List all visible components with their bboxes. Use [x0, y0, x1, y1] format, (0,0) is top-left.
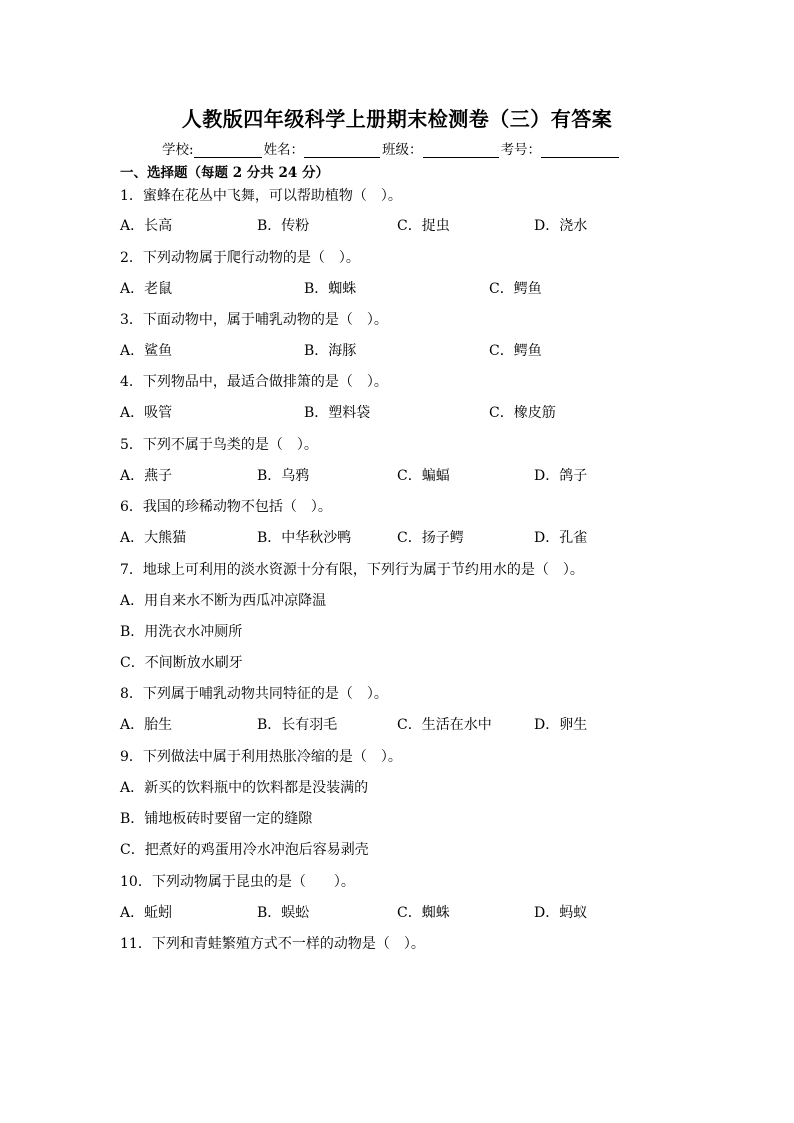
question-stem: 9．下列做法中属于利用热胀冷缩的是（ ）。 [120, 749, 402, 765]
option[interactable]: D．卵生 [534, 717, 588, 733]
question-stem: 4．下列物品中，最适合做排箫的是（ ）。 [120, 374, 388, 390]
options-row [120, 715, 680, 735]
option[interactable]: A．胎生 [120, 717, 173, 733]
class-blank[interactable] [423, 143, 499, 158]
question-stem: 7．地球上可利用的淡水资源十分有限，下列行为属于节约用水的是（ ）。 [120, 562, 584, 578]
school-blank[interactable] [194, 143, 262, 158]
option[interactable]: C．扬子鳄 [397, 530, 464, 546]
option[interactable]: C．不间断放水刷牙 [120, 655, 243, 671]
option[interactable]: D．浇水 [534, 218, 588, 234]
question-stem: 11．下列和青蛙繁殖方式不一样的动物是（ ）。 [120, 936, 425, 952]
options-row [120, 341, 680, 361]
question-stem: 3．下面动物中，属于哺乳动物的是（ ）。 [120, 312, 388, 328]
question-stem: 10．下列动物属于昆虫的是（ ）。 [120, 874, 355, 890]
options-row [120, 403, 680, 423]
exam-no-label: 考号： [500, 142, 542, 158]
option[interactable]: C．把煮好的鸡蛋用冷水冲泡后容易剥壳 [120, 842, 369, 858]
option[interactable]: A．吸管 [120, 405, 173, 421]
option[interactable]: B．乌鸦 [257, 468, 310, 484]
name-blank[interactable] [304, 143, 380, 158]
option[interactable]: B．传粉 [257, 218, 310, 234]
options-row [120, 466, 680, 486]
option[interactable]: C．捉虫 [397, 218, 450, 234]
exam-no-blank[interactable] [541, 143, 619, 158]
option[interactable]: B．长有羽毛 [257, 717, 338, 733]
option[interactable]: A．新买的饮料瓶中的饮料都是没装满的 [120, 780, 369, 796]
option[interactable]: A．燕子 [120, 468, 173, 484]
option[interactable]: C．蜘蛛 [397, 905, 450, 921]
option[interactable]: B．中华秋沙鸭 [257, 530, 352, 546]
option[interactable]: C．鳄鱼 [489, 343, 542, 359]
student-info-line [162, 138, 642, 158]
question-stem: 5．下列不属于鸟类的是（ ）。 [120, 437, 318, 453]
option[interactable]: B．海豚 [304, 343, 357, 359]
option[interactable]: B．用洗衣水冲厕所 [120, 624, 243, 640]
option[interactable]: B．塑料袋 [304, 405, 371, 421]
option[interactable]: C．蝙蝠 [397, 468, 450, 484]
option[interactable]: A．大熊猫 [120, 530, 187, 546]
options-row [120, 903, 680, 923]
option[interactable]: D．孔雀 [534, 530, 588, 546]
option[interactable]: B．蜘蛛 [304, 281, 357, 297]
option[interactable]: A．长高 [120, 218, 173, 234]
page-title: 人教版四年级科学上册期末检测卷（三）有答案 [181, 107, 613, 131]
class-label: 班级： [382, 142, 423, 158]
question-stem: 6．我国的珍稀动物不包括（ ）。 [120, 499, 332, 515]
option[interactable]: B．铺地板砖时要留一定的缝隙 [120, 811, 313, 827]
option[interactable]: A．老鼠 [120, 281, 173, 297]
section-heading: 一、选择题（每题 2 分共 24 分） [120, 165, 329, 181]
question-stem: 2．下列动物属于爬行动物的是（ ）。 [120, 250, 360, 266]
option[interactable]: A．蚯蚓 [120, 905, 173, 921]
question-stem: 1．蜜蜂在花丛中飞舞，可以帮助植物（ ）。 [120, 188, 402, 204]
option[interactable]: A．用自来水不断为西瓜冲凉降温 [120, 593, 327, 609]
options-row [120, 528, 680, 548]
name-label: 姓名： [263, 142, 305, 158]
option[interactable]: C．橡皮筋 [489, 405, 556, 421]
option[interactable]: A．鲨鱼 [120, 343, 173, 359]
option[interactable]: B．蜈蚣 [257, 905, 310, 921]
options-row [120, 216, 680, 236]
school-label: 学校: [162, 142, 194, 158]
option[interactable]: D．鸽子 [534, 468, 588, 484]
options-row [120, 279, 680, 299]
option[interactable]: D．蚂蚁 [534, 905, 588, 921]
option[interactable]: C．生活在水中 [397, 717, 492, 733]
option[interactable]: C．鳄鱼 [489, 281, 542, 297]
question-stem: 8．下列属于哺乳动物共同特征的是（ ）。 [120, 686, 388, 702]
